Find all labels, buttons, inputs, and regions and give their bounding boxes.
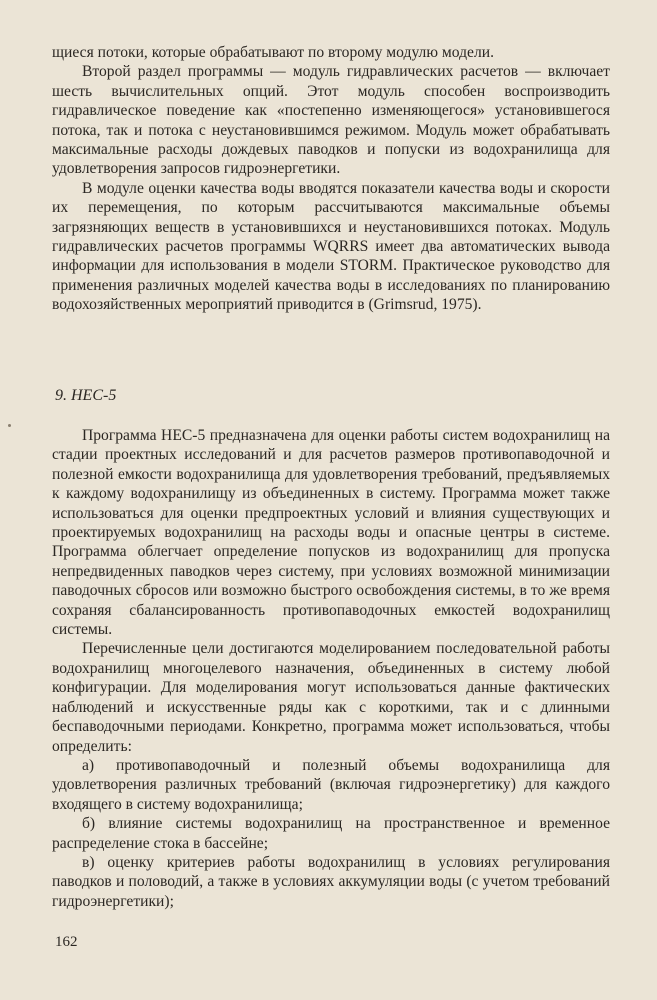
paragraph-hydraulic-module: Второй раздел программы — модуль гидравлических расчетов — включает шесть вычислительных опций. Этот модуль способен воспроизводить гидравлическое поведение как «постепенно изменяющегося» установившегося потока, так и потока с неустановившимся режимом. Модуль может обрабатывать максимальные расходы дождевых паводков и попуски из водохранилища для удовлетворения запросов гидроэнергетики.: [52, 63, 610, 178]
paragraph-goals: Перечисленные цели достигаются моделированием последовательной работы водохранилищ многоцелевого назначения, объединенных в систему любой конфигурации. Для моделирования могут использоваться данные фактических наблюдений и искусственные ряды как с короткими, так и с длинными беспаводочными периодами. Конкретно, программа может использоваться, чтобы определить:: [52, 640, 610, 755]
list-item-c: в) оценку критериев работы водохранилищ в условиях регулирования паводков и половодий, а также в условиях аккумуляции воды (с учетом требований гидроэнергетики);: [52, 853, 610, 910]
paragraph-hec5-intro: Программа НЕС-5 предназначена для оценки работы систем водохранилищ на стадии проектных исследований и для расчетов размеров противопаводочной и полезной емкости водохранилища для удовлетворения требований, предъявляемых к каждому водохранилищу из объединенных в систему. Программа может также использоваться для оценки предпроектных условий и влияния существующих и проектируемых водохранилищ на расходы воды и опасные центры в системе. Программа облегчает определение попусков из водохранилищ для пропуска непредвиденных паводков через систему, при условиях возможной минимизации паводочных сбросов или возможно быстрого освобождения системы, в то же время сохраняя сбалансированность противопаводочных емкостей водохранилищ системы.: [52, 427, 610, 639]
section-heading: 9. НЕС-5: [55, 387, 117, 404]
paragraph-water-quality-module: В модуле оценки качества воды вводятся показатели качества воды и скорости их перемещения, по которым рассчитываются максимальные объемы загрязняющих веществ в установившихся и неустановившихся потоках. Модуль гидравлических расчетов программы WQRRS имеет два автоматических вывода информации для использования в модели STORM. Практическое руководство для применения различных моделей качества воды в исследованиях по планированию водохозяйственных мероприятий приводится в (Grimsrud, 1975).: [52, 179, 610, 314]
list-item-b: б) влияние системы водохранилищ на пространственное и временное распределение стока в бассейне;: [52, 815, 610, 852]
page-speck: [8, 424, 11, 427]
page-number: 162: [55, 934, 78, 950]
text-block-bottom: [52, 426, 610, 911]
list-item-a: а) противопаводочный и полезный объемы водохранилища для удовлетворения различных требований (включая гидроэнергетику) для каждого входящего в систему водохранилища;: [52, 756, 610, 813]
paragraph-continuation: щиеся потоки, которые обрабатывают по второму модулю модели.: [52, 44, 494, 61]
text-block-top: [52, 43, 610, 315]
